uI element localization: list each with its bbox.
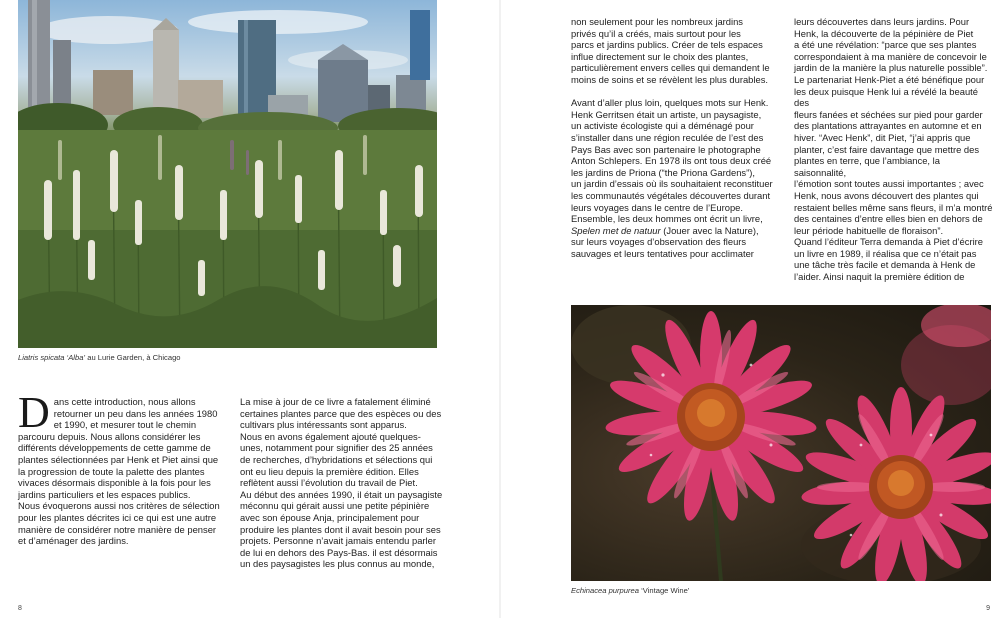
text-line: ont eu lieu depuis la première édition. Elles [240,465,419,477]
text-line [571,225,786,237]
text-line: ans cette introduction, nous allons [53,396,196,407]
text-line: pour les plantes décrites ici ce qui est une autre [18,511,217,523]
text-line: et 1990, et mesurer tout le chemin [53,419,197,431]
text-line: sauvages et leurs tentatives pour acclimater [571,247,754,259]
text-line: cultivars plus intéressants sont apparus. [240,419,407,431]
text-line: unes, notamment pour signifier des 25 années [240,442,433,454]
text-line: restaient belles même sans fleurs, il m’a montré [794,201,993,213]
right-page-column-2 [794,16,994,283]
text-line: un livre en 1989, il réalisa que ce n’était pas [794,247,977,259]
text-line: un activiste écologiste qui a déménagé pour [571,120,754,132]
text-line: correspondaient à ma manière de concevoir le [794,50,987,62]
text-line: méconnu qui gérait aussi une petite pépinière [240,500,430,512]
text-line: planter, c’est faire davantage que mettre des [794,143,980,155]
text-line: jardins particuliers et les espaces publics. [18,488,191,500]
text-line: les jardins de Priona (“the Priona Gardens”), [571,166,755,178]
text-line: hiver. “Avec Henk”, dit Piet, “j’ai appris que [794,131,971,143]
text-line: reflètent aussi l’évolution du travail de Piet. [240,477,418,489]
text-line: leurs découvertes dans leurs jardins. Pour [794,16,970,27]
text-line: Henk Gerritsen était un artiste, un paysagiste, [571,108,762,120]
text-line: avec son épouse Anja, principalement pour [240,511,420,523]
text-line: un des paysagistes les plus connus au monde, [240,558,435,570]
text-line: Quand l’éditeur Terra demanda à Piet d’écrire [794,236,983,248]
garden-photo-caption [18,353,181,362]
right-page [500,0,1000,618]
text-line: un jardin d’essais où ils souhaitaient reconstituer [571,178,773,190]
text-line: Nous évoquerons aussi nos critères de sélection [18,500,220,512]
text-line: jardin de la manière la plus naturelle possible”. [794,62,988,74]
text-line: des plantations attrayantes en automne et en [794,120,982,132]
caption-plant-name: Echinacea purpurea [571,586,639,595]
text-line: Henk, nous avons découvert des plantes qui [794,189,979,201]
text-line: les deux puisque Henk lui a révélé la beauté des [794,85,978,109]
text-line: Au début des années 1990, il était un paysagiste [240,488,443,500]
text-line: influe directement sur le choix des plantes, [571,50,749,62]
text-line: Nous en avons également ajouté quelques- [240,430,421,442]
left-page-column-2 [240,396,475,570]
text-line: des centaines d’entre elles bien en dehors de [794,213,983,225]
text-line: leurs voyages dans le centre de l’Europe. [571,201,743,213]
text-line: manière de considérer notre manière de penser [18,523,217,535]
text-line: de recherches, d’hybridations et sélections qui [240,453,433,465]
text-line: Avant d’aller plus loin, quelques mots sur Henk. [571,97,769,109]
page-number-right: 9 [986,605,990,612]
text-line: non seulement pour les nombreux jardins [571,16,743,27]
caption-cultivar: ‘Vintage Wine’ [638,586,690,595]
garden-photo [18,0,437,348]
text-line: de lui en dehors des Pays-Bas. il est désormais [240,546,438,558]
echinacea-photo [571,305,991,581]
left-page-column-1 [18,388,230,547]
text-line: Ensemble, les deux hommes ont écrit un livre, [571,213,763,225]
text-line: différents développements de cette gamme de [18,442,211,454]
text-line: fleurs fanées et séchées sur pied pour garder [794,108,983,120]
book-title-translation: (Jouer avec la Nature), [660,224,759,236]
text-line: leur période habituelle de floraison”. [794,224,944,236]
garden-photo-illustration [18,0,437,348]
text-line: particulièrement envers celles qui demandent le [571,62,770,74]
page-number-left: 8 [18,605,22,612]
text-line: produire les plantes dont il avait besoin pour ses [240,523,441,535]
caption-location: au Lurie Garden, à Chicago [85,353,181,362]
text-line: les communautés végétales découvertes durant [571,189,771,201]
book-title: Spelen met de natuur [571,224,661,236]
text-line: vivaces désormais disponible à la fois pour les [18,477,211,489]
text-line: s’installer dans une région reculée de l’est des [571,131,764,143]
text-line: Henk, la découverte de la pépinière de Piet [794,27,974,39]
echinacea-photo-illustration [571,305,991,581]
text-line: moins de soins et se révèlent les plus durables. [571,73,768,85]
caption-plant-name: Liatris spicata ‘Alba’ [18,353,86,362]
text-line: Anton Schlepers. En 1978 ils ont tous deux créé [571,155,772,167]
drop-cap: D [18,388,50,437]
text-line: sur leurs voyages d’observation des fleurs [571,236,747,248]
text-line: et d’aménager des jardins. [18,535,129,547]
text-line: plantes sélectionnées par Henk et Piet ainsi que [18,453,219,465]
text-line: plantes en terre, que l’ambiance, la saisonnalité, [794,155,940,178]
text-line: privés qu’il a créés, mais surtout pour les [571,27,741,39]
text-line: certaines plantes parce que des espèces ou des [240,407,442,419]
right-page-column-1 [571,16,786,259]
text-line: l’émotion sont toutes aussi importantes ; avec [794,178,984,190]
text-line: a été une révélation: “parce que ses plantes [794,39,977,51]
text-line: retourner un peu dans les années 1980 [53,407,218,419]
text-line: une tâche très facile et demanda à Henk de [794,259,976,271]
text-line: parcs et jardins publics. Créer de tels espaces [571,39,763,51]
text-line: Pays Bas avec son partenaire le photographe [571,143,761,155]
text-line: Le partenariat Henk-Piet a été bénéfique pour [794,73,985,85]
text-line: La mise à jour de ce livre a fatalement éliminé [240,396,431,407]
text-line: la progression de toute la palette des plantes [18,465,205,477]
text-line: parcouru depuis. Nous allons considérer les [18,430,201,442]
echinacea-photo-caption [571,586,690,595]
text-line: projets. Personne n’avait jamais entendu parler [240,535,436,547]
text-line: l’aider. Ainsi naquit la première édition de [794,271,965,283]
